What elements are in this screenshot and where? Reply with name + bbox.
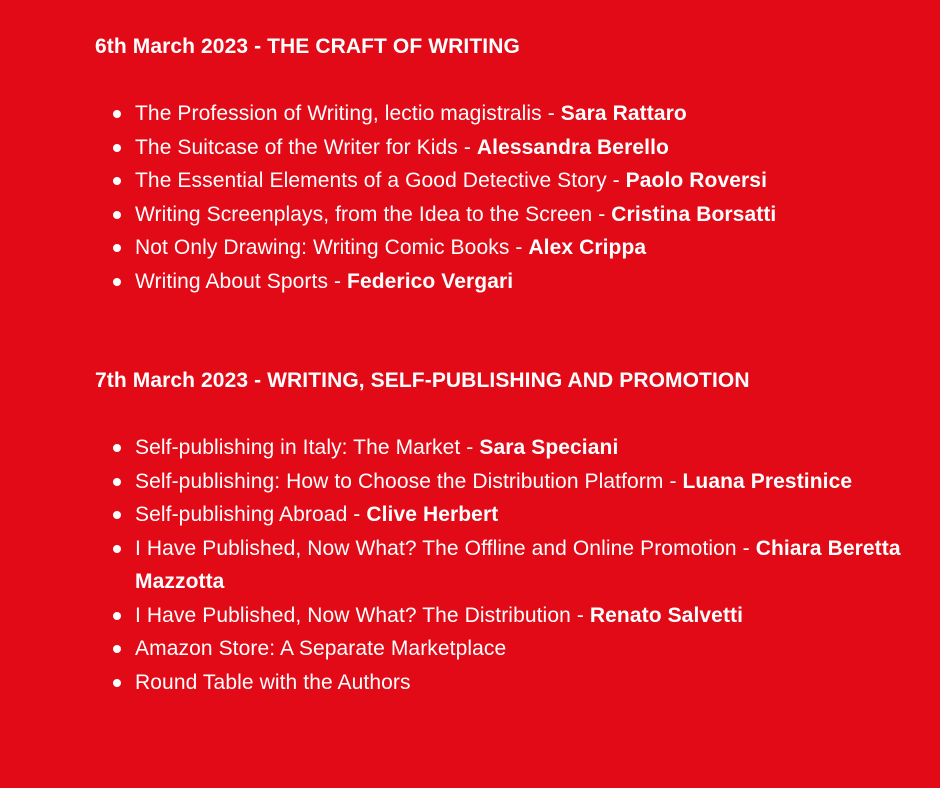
bullet-icon [113,244,121,252]
session-title: The Essential Elements of a Good Detective Story - [135,169,626,192]
bullet-icon [113,211,121,219]
session-title: Self-publishing in Italy: The Market - [135,436,480,459]
session-title: Not Only Drawing: Writing Comic Books - [135,236,529,259]
bullet-icon [113,177,121,185]
list-item [95,465,915,499]
bullet-icon [113,110,121,118]
session-speaker: Chiara Beretta Mazzotta [135,536,901,593]
session-title: Amazon Store: A Separate Marketplace [135,637,507,660]
day-heading: 6th March 2023 - THE CRAFT OF WRITING [95,35,520,58]
list-item [95,498,915,532]
list-item [95,431,915,465]
day-section-march-6 [95,30,915,298]
list-item [95,231,915,265]
session-title: The Profession of Writing, lectio magistralis - [135,102,561,125]
list-item [95,265,915,299]
session-speaker: Cristina Borsatti [611,202,777,226]
session-title: Self-publishing Abroad - [135,503,367,526]
session-speaker: Sara Rattaro [560,102,687,125]
bullet-icon [113,444,121,452]
list-item [95,632,915,666]
list-item [95,599,915,633]
list-item [95,164,915,198]
bullet-icon [113,545,121,553]
list-item [95,532,915,599]
bullet-icon [113,679,121,687]
session-title: The Suitcase of the Writer for Kids - [135,135,477,159]
list-item [95,198,915,232]
day-section-march-7 [95,364,915,699]
session-list [95,97,915,298]
session-title: I Have Published, Now What? The Distribution - [135,603,590,627]
session-title: Writing Screenplays, from the Idea to the Screen - [135,202,612,226]
bullet-icon [113,645,121,653]
bullet-icon [113,144,121,152]
list-item [95,97,915,131]
bullet-icon [113,612,121,620]
session-speaker: Alex Crippa [528,236,647,259]
bullet-icon [113,478,121,486]
bullet-icon [113,511,121,519]
session-title: Self-publishing: How to Choose the Distribution Platform - [135,469,683,493]
session-speaker: Renato Salvetti [589,603,744,627]
day-heading: 7th March 2023 - WRITING, SELF-PUBLISHING AND PROMOTION [95,369,750,392]
list-item [95,131,915,165]
session-list [95,431,915,699]
session-speaker: Alessandra Berello [476,135,669,159]
session-speaker: Sara Speciani [479,436,619,459]
session-speaker: Clive Herbert [366,503,499,526]
session-speaker: Paolo Roversi [625,169,768,192]
session-title: Round Table with the Authors [135,670,411,694]
session-speaker: Luana Prestinice [682,469,853,493]
session-speaker: Federico Vergari [347,269,514,293]
session-title: Writing About Sports - [135,269,348,293]
bullet-icon [113,278,121,286]
session-title: I Have Published, Now What? The Offline and Online Promotion - [135,536,756,560]
list-item [95,666,915,700]
